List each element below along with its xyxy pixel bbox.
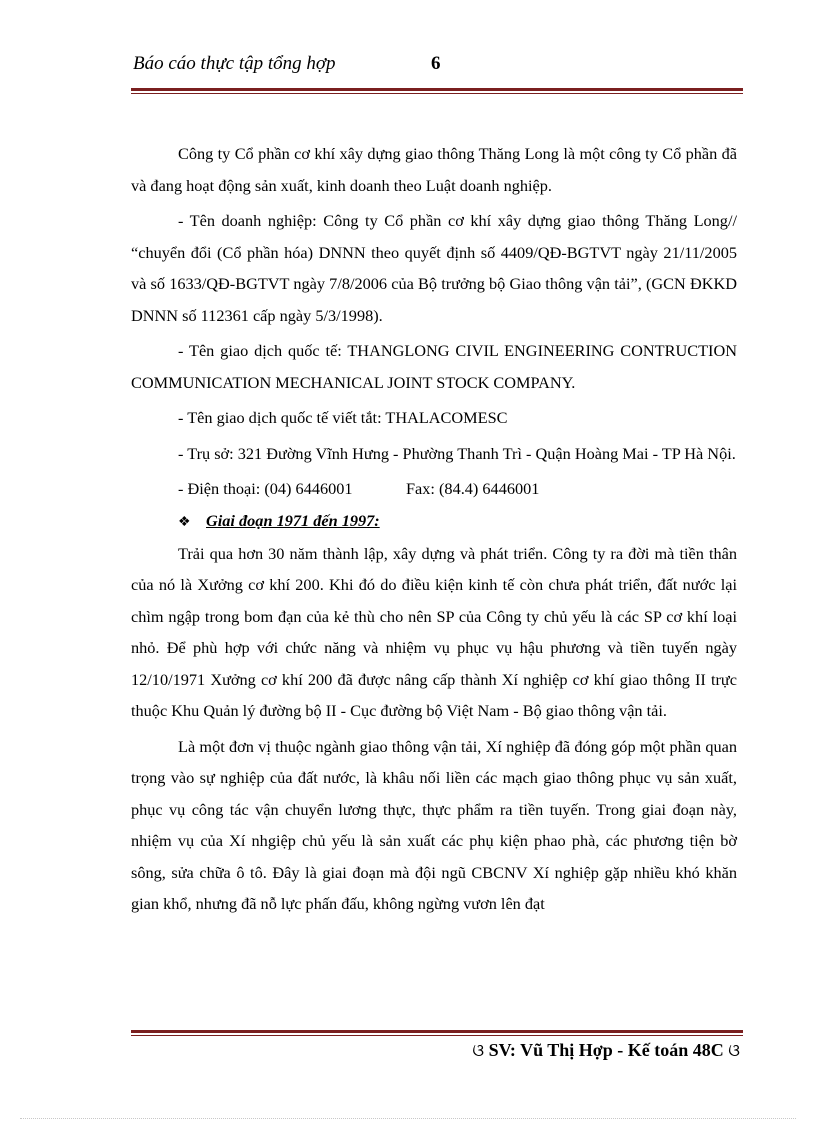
phone-item: - Điện thoại: (04) 6446001 xyxy=(178,479,353,498)
history-paragraph-1: Trải qua hơn 30 năm thành lập, xây dựng và phát triển. Công ty ra đời mà tiền thân của nó là Xưởng cơ khí 200. Khi đó do điều kiện kinh tế còn chưa phát triển, đất nước lại chìm ngập trong bom đạn của kẻ thù cho nên SP của Công ty chủ yếu là các SP cơ khí loại nhỏ. Để phù hợp với chức năng và nhiệm vụ phục vụ hậu phương và tiền tuyến ngày 12/10/1971 Xưởng cơ khí 200 đã được nâng cấp thành Xí nghiệp cơ khí giao thông II trực thuộc Khu Quản lý đường bộ II - Cục đường bộ Việt Nam - Bộ giao thông vận tải. xyxy=(131,543,737,720)
page-header xyxy=(131,50,743,80)
page-footer xyxy=(472,1040,740,1061)
page-edge-divider xyxy=(20,1118,796,1119)
page-number: 6 xyxy=(431,53,441,74)
header-divider xyxy=(131,88,743,94)
abbreviation-item: - Tên giao dịch quốc tế viết tắt: THALACOMESC xyxy=(178,408,508,427)
company-name-item: - Tên doanh nghiệp: Công ty Cổ phần cơ khí xây dựng giao thông Thăng Long// “chuyển đổi (Cổ phần hóa) DNNN theo quyết định số 4409/QĐ-BGTVT ngày 21/11/2005 và số 1633/QĐ-BGTVT ngày 7/8/2006 của Bộ trưởng bộ Giao thông vận tải”, (GCN ĐKKD DNNN số 112361 cấp ngày 5/3/1998). xyxy=(131,211,737,325)
section-heading xyxy=(131,507,737,537)
history-paragraph-2: Là một đơn vị thuộc ngành giao thông vận tải, Xí nghiệp đã đóng góp một phần quan trọng vào sự nghiệp của đất nước, là khâu nối liền các mạch giao thông phục vụ sản xuất, phục vụ công tác vận chuyển lương thực, thực phẩm ra tiền tuyến. Trong giai đoạn này, nhiệm vụ của Xí nhgiệp chủ yếu là sản xuất các phụ kiện phao phà, các phương tiện bờ sông, sửa chữa ô tô. Đây là giai đoạn mà đội ngũ CBCNV Xí nghiệp gặp nhiều khó khăn gian khổ, nhưng đã nỗ lực phấn đấu, không ngừng vươn lên đạt xyxy=(131,736,737,913)
footer-divider xyxy=(131,1030,743,1036)
section-heading-text: Giai đoạn 1971 đến 1997: xyxy=(206,510,380,530)
fax-item: Fax: (84.4) 6446001 xyxy=(406,479,540,498)
footer-author: SV: Vũ Thị Hợp - Kế toán 48C xyxy=(488,1040,724,1060)
ornament-right-icon: ଓ xyxy=(728,1041,740,1060)
page-body xyxy=(131,138,737,920)
ornament-left-icon: ଓ xyxy=(472,1041,485,1060)
international-name-item: - Tên giao dịch quốc tế: THANGLONG CIVIL ENGINEERING CONTRUCTION COMMUNICATION MECHANICAL JOINT STOCK COMPANY. xyxy=(131,341,737,392)
contact-row xyxy=(131,473,737,505)
document-title: Báo cáo thực tập tổng hợp xyxy=(133,53,336,74)
address-item: - Trụ sở: 321 Đường Vĩnh Hưng - Phường Thanh Trì - Quận Hoàng Mai - TP Hà Nội. xyxy=(178,443,736,463)
company-intro-paragraph: Công ty Cổ phần cơ khí xây dựng giao thông Thăng Long là một công ty Cổ phần đã và đang hoạt động sản xuất, kinh doanh theo Luật doanh nghiệp. xyxy=(131,144,737,195)
diamond-bullet-icon: ❖ xyxy=(178,514,191,530)
